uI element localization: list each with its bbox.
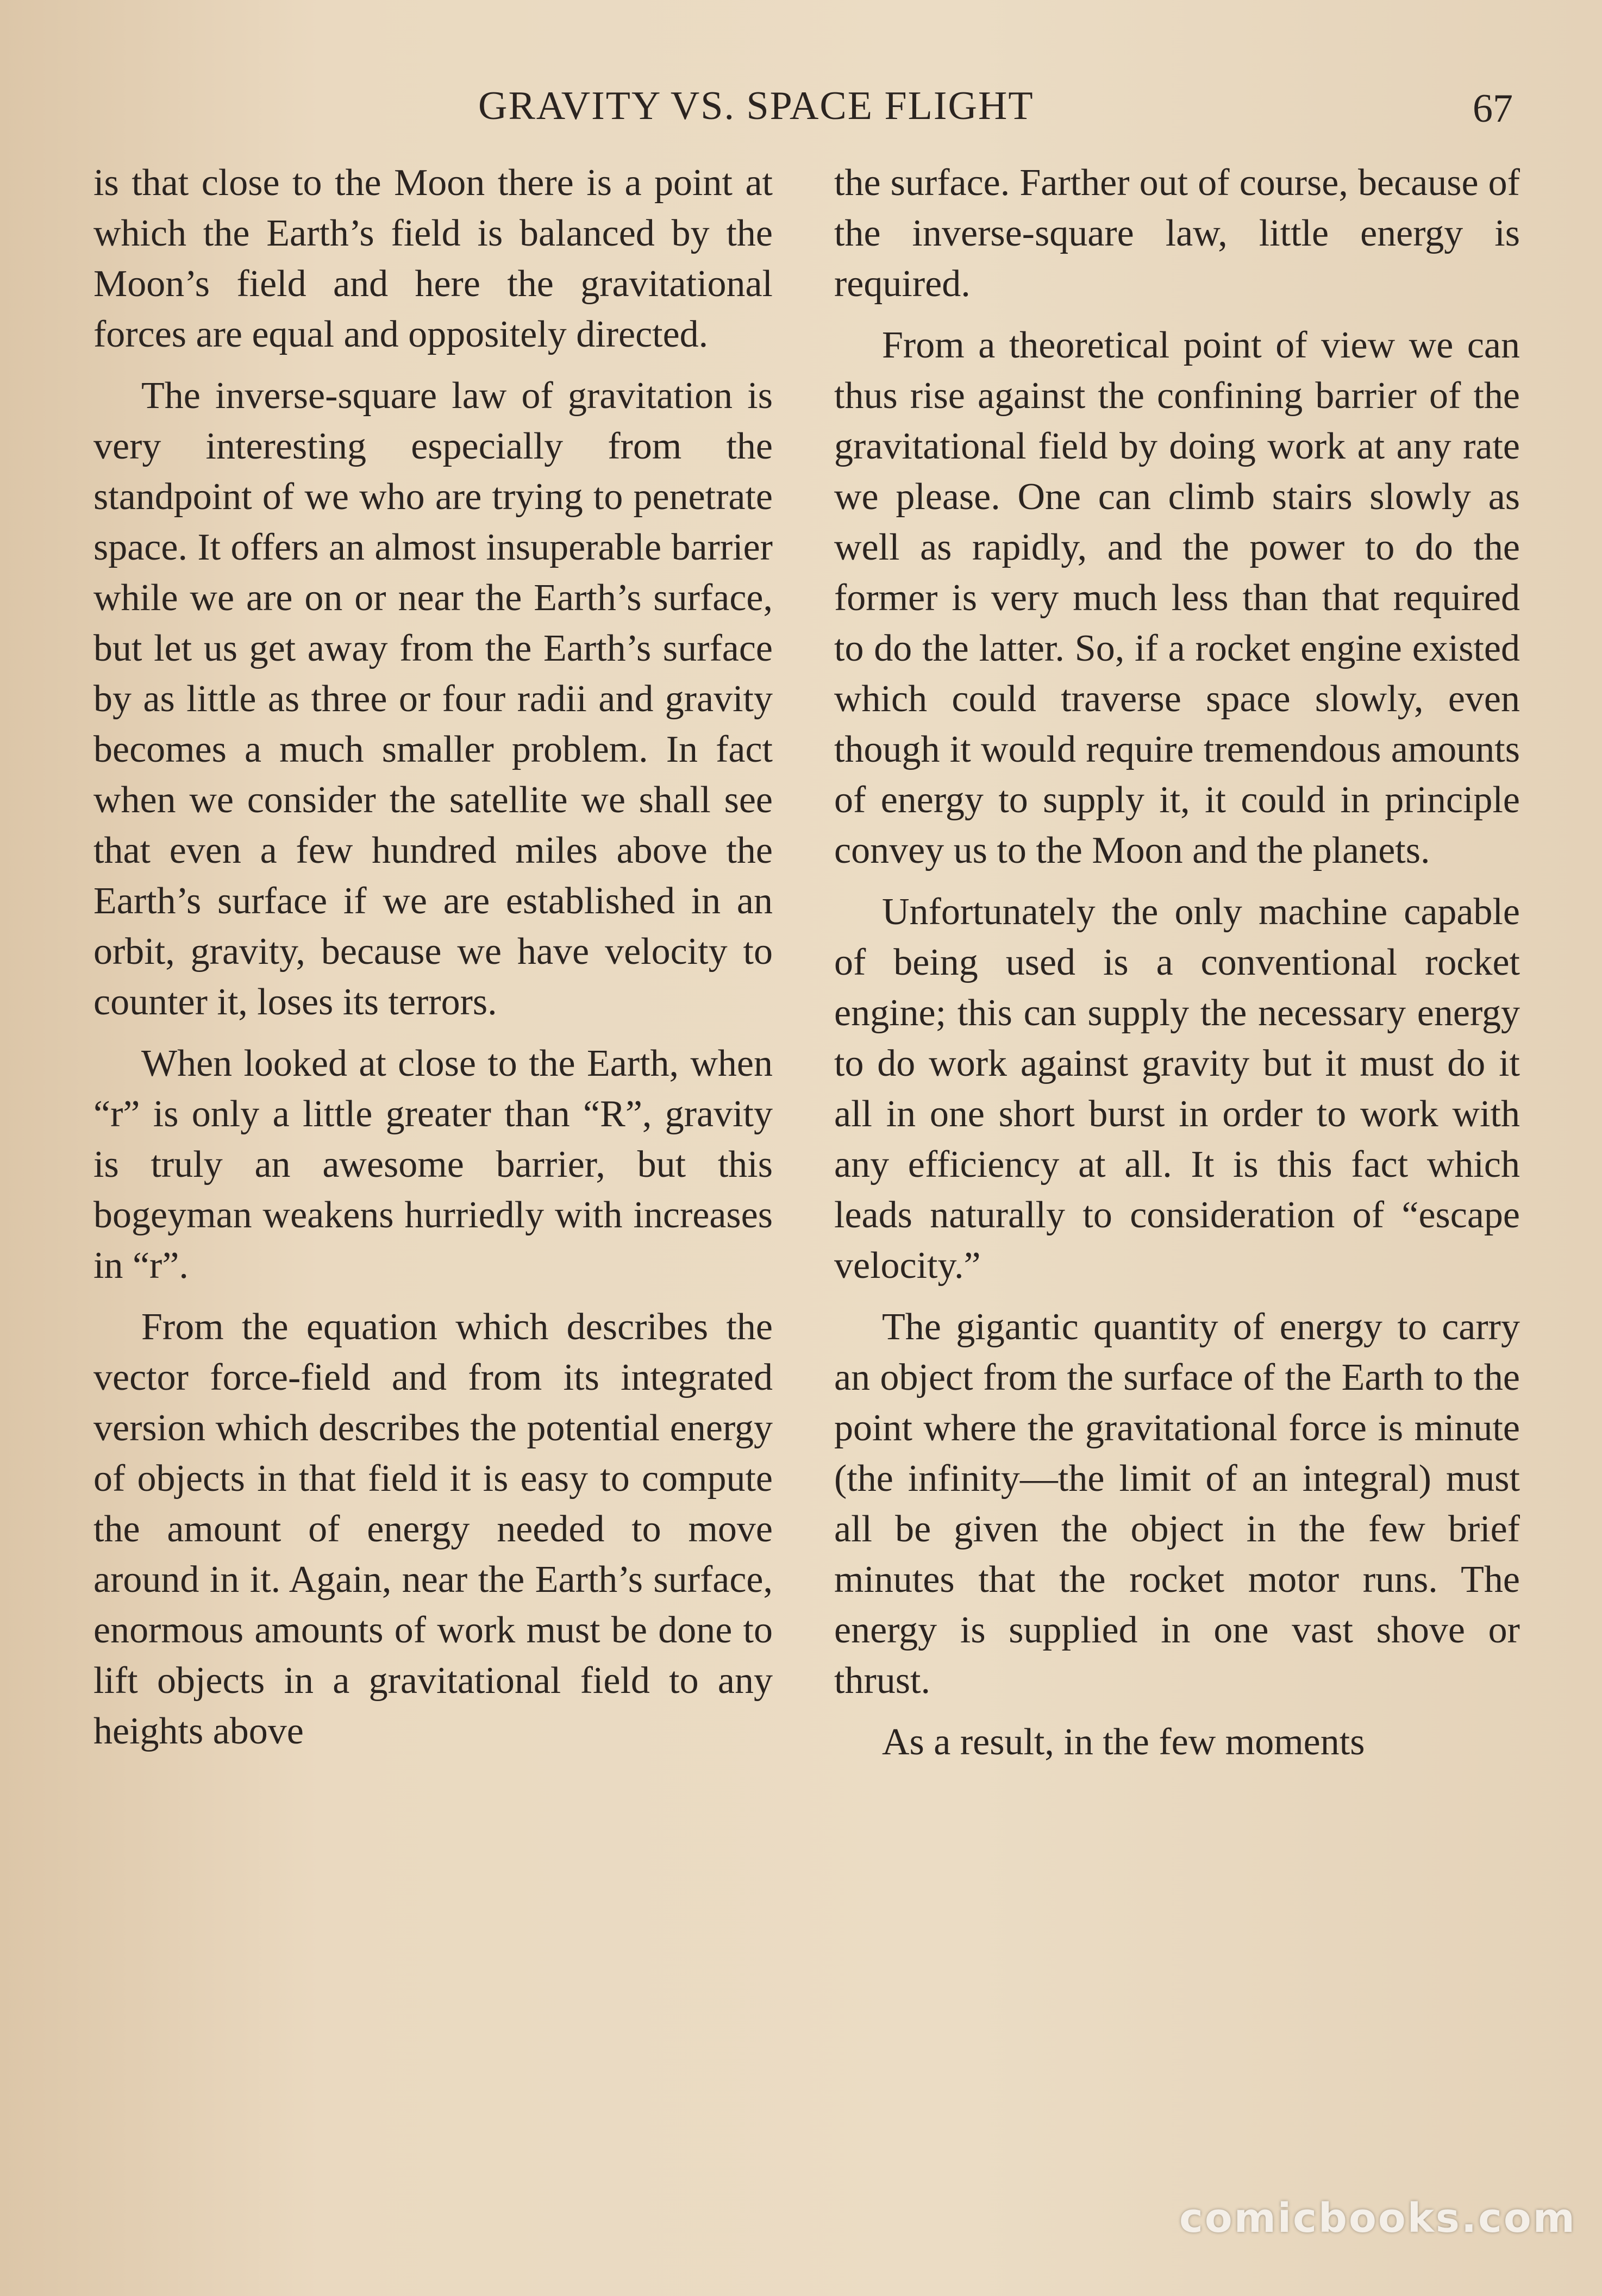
paragraph: When looked at close to the Earth, when “r” is only a little greater than “R”, gravity is truly an awesome barrier, but this bogeyman weakens hurriedly with increases in “r”. — [93, 1043, 773, 1287]
page-header — [0, 76, 1602, 136]
paragraph: As a result, in the few moments — [882, 1721, 1365, 1763]
paragraph: From a theoretical point of view we can thus rise against the confining barrier of the gravitational field by doing work at any rate we please. One can climb stairs slowly as well as rapidly, and the power to do the former is very much less than that required to do the latter. So, if a rocket engine existed which could traverse space slowly, even though it would require tremendous amounts of energy to supply it, it could in principle convey us to the Moon and the planets. — [834, 324, 1520, 871]
paragraph: Unfortunately the only machine capable of being used is a conventional rocket engine; this can supply the necessary energy to do work against gravity but it must do it all in one short burst in order to work with any efficiency at all. It is this fact which leads naturally to consideration of “escape velocity.” — [834, 891, 1520, 1287]
paragraph: The gigantic quantity of energy to carry an object from the surface of the Earth to the point where the gravitational force is minute (the infinity—the limit of an integral) must all be given the object in the few brief minutes that the rocket motor runs. The energy is supplied in one vast shove or thrust. — [834, 1306, 1520, 1702]
paragraph: From the equation which describes the vector force-field and from its integrated version which describes the potential energy of objects in that field it is easy to compute the amount of energy needed to move around in it. Again, near the Earth’s surface, enormous amounts of work must be done to lift objects in a gravitational field to any heights above — [93, 1306, 773, 1752]
right-column — [834, 158, 1520, 1778]
paragraph: is that close to the Moon there is a point at which the Earth’s field is balanced by the Moon’s field and here the gravitational forces are equal and oppositely directed. — [93, 162, 773, 355]
paragraph: the surface. Farther out of course, because of the inverse-square law, little energy is required. — [834, 162, 1520, 305]
running-title: GRAVITY VS. SPACE FLIGHT — [478, 84, 1034, 128]
watermark: comicbooks.com — [1179, 2195, 1576, 2242]
page-number: 67 — [1473, 86, 1513, 131]
left-column — [93, 158, 773, 1767]
paragraph: The inverse-square law of gravitation is very interesting especially from the standpoint of we who are trying to penetrate space. It offers an almost insuperable barrier while we are on or near the Earth’s surface, but let us get away from the Earth’s surface by as little as three or four radii and gravity becomes a much smaller problem. In fact when we consider the satellite we shall see that even a few hundred miles above the Earth’s surface if we are established in an orbit, gravity, because we have velocity to counter it, loses its terrors. — [93, 375, 773, 1023]
